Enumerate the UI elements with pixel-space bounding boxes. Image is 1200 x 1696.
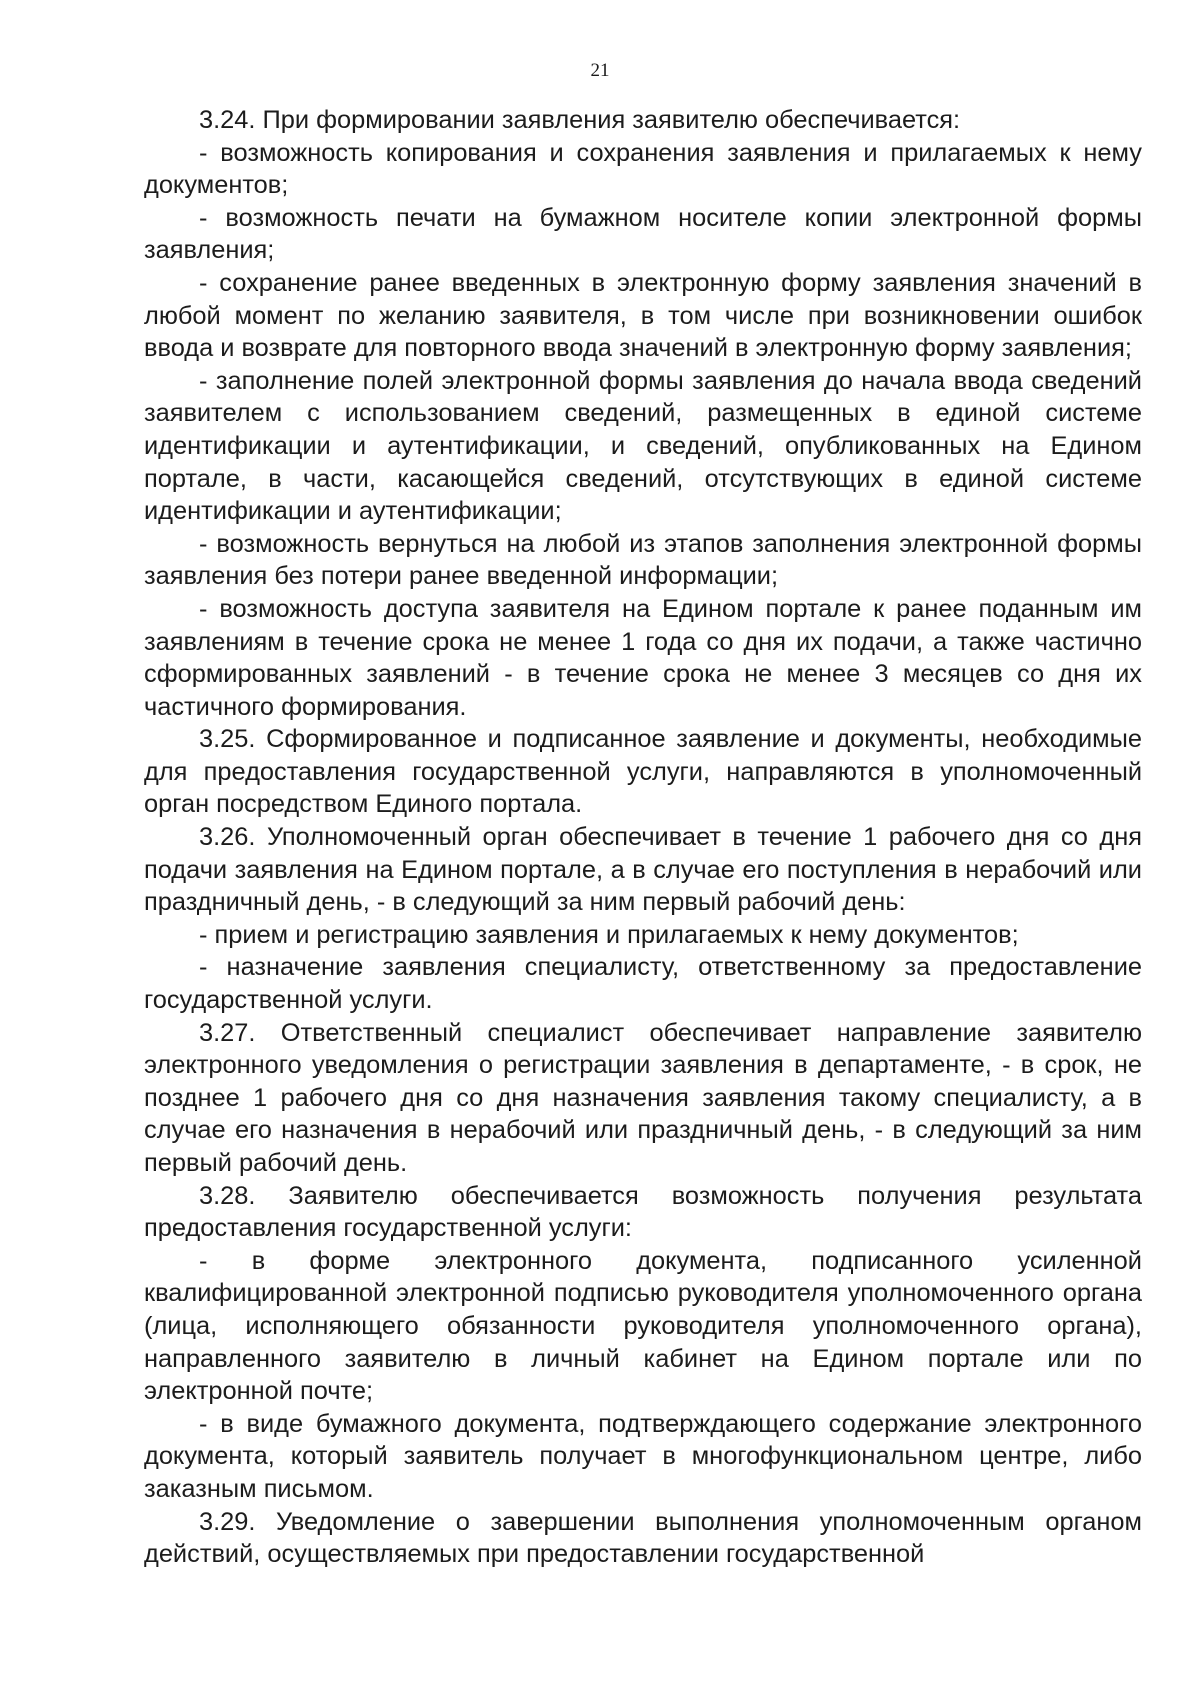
page-number: 21 [590,60,610,81]
paragraph-3-28: 3.28. Заявителю обеспечивается возможность получения результата предоставления государственной услуги: [144,1181,1142,1243]
paragraph-3-25: 3.25. Сформированное и подписанное заявление и документы, необходимые для предоставления государственной услуги, направляются в уполномоченный орган посредством Единого портала. [144,725,1142,819]
list-item-paper-document: - в виде бумажного документа, подтверждающего содержание электронного документа, который заявитель получает в многофункциональном центре, либо заказным письмом. [144,1409,1142,1503]
list-item-access: - возможность доступа заявителя на Едином портале к ранее поданным им заявлениям в течение срока не менее 1 года со дня их подачи, а также частично сформированных заявлений - в течение срока не менее 3 месяцев со дня их частичного формирования. [144,594,1142,721]
list-item-electronic-document: - в форме электронного документа, подписанного усиленной квалифицированной электронной подписью руководителя уполномоченного органа (лица, исполняющего обязанности руководителя уполномоченного органа), направленного заявителю в личный кабинет на Едином портале или по электронной почте; [144,1246,1142,1406]
list-item-copy-save: - возможность копирования и сохранения заявления и прилагаемых к нему документов; [144,138,1142,200]
body-text [144,104,1142,1571]
list-item-autofill: - заполнение полей электронной формы заявления до начала ввода сведений заявителем с использованием сведений, размещенных в единой системе идентификации и аутентификации, и сведений, опубликованных на Едином портале, в части, касающейся сведений, отсутствующих в единой системе идентификации и аутентификации; [144,366,1142,526]
list-item-return-step: - возможность вернуться на любой из этапов заполнения электронной формы заявления без потери ранее введенной информации; [144,529,1142,591]
list-item-print: - возможность печати на бумажном носителе копии электронной формы заявления; [144,203,1142,265]
paragraph-3-27: 3.27. Ответственный специалист обеспечивает направление заявителю электронного уведомления о регистрации заявления в департаменте, - в срок, не позднее 1 рабочего дня со дня назначения заявления такому специалисту, а в случае его назначения в нерабочий или праздничный день, - в следующий за ним первый рабочий день. [144,1018,1142,1177]
paragraph-3-26: 3.26. Уполномоченный орган обеспечивает в течение 1 рабочего дня со дня подачи заявления на Едином портале, а в случае его поступления в нерабочий или праздничный день, - в следующий за ним первый рабочий день: [144,823,1142,917]
list-item-assignment: - назначение заявления специалисту, ответственному за предоставление государственной услуги. [144,953,1142,1015]
paragraph-3-29: 3.29. Уведомление о завершении выполнения уполномоченным органом действий, осуществляемых при предоставлении государственной [144,1507,1142,1569]
paragraph-3-24: 3.24. При формировании заявления заявителю обеспечивается: [199,106,961,134]
list-item-save-values: - сохранение ранее введенных в электронную форму заявления значений в любой момент по желанию заявителя, в том числе при возникновении ошибок ввода и возврате для повторного ввода значений в электронную форму заявления; [144,268,1142,363]
list-item-registration: - прием и регистрацию заявления и прилагаемых к нему документов; [199,920,1019,949]
